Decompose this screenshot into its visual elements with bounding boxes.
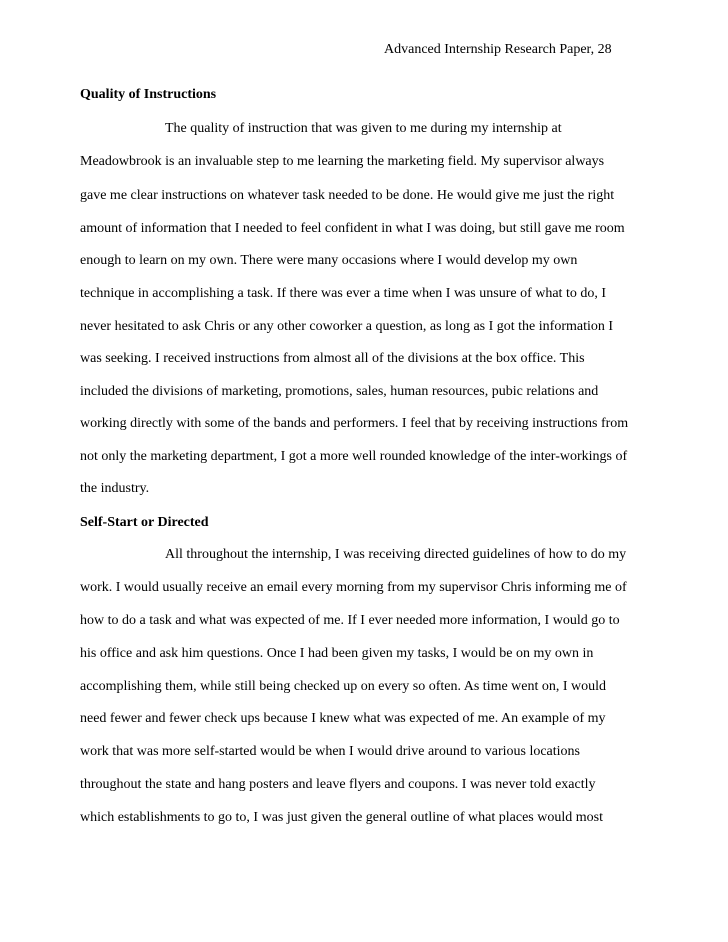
paragraph-line: how to do a task and what was expected of me. If I ever needed more information, I would go to — [80, 613, 620, 628]
paragraph-line: was seeking. I received instructions from almost all of the divisions at the box office. This — [80, 351, 585, 366]
paragraph-line: throughout the state and hang posters and leave flyers and coupons. I was never told exactly — [80, 777, 596, 792]
paragraph-line: Meadowbrook is an invaluable step to me learning the marketing field. My supervisor always — [80, 154, 605, 169]
paragraph-line: included the divisions of marketing, promotions, sales, human resources, pubic relations and — [80, 384, 599, 399]
paragraph-line: the industry. — [80, 481, 150, 496]
paragraph-line: The quality of instruction that was given to me during my internship at — [165, 121, 562, 136]
paragraph-line: enough to learn on my own. There were many occasions where I would develop my own — [80, 253, 578, 268]
section-heading-quality-of-instructions: Quality of Instructions — [80, 87, 217, 102]
paragraph-line: amount of information that I needed to feel confident in what I was doing, but still gave me room — [80, 221, 625, 236]
paragraph-line: not only the marketing department, I got a more well rounded knowledge of the inter-workings of — [80, 449, 628, 464]
paragraph-line: which establishments to go to, I was just given the general outline of what places would most — [80, 810, 603, 825]
paragraph-line: his office and ask him questions. Once I had been given my tasks, I would be on my own in — [80, 646, 594, 661]
paragraph-line: All throughout the internship, I was receiving directed guidelines of how to do my — [165, 547, 627, 562]
paragraph-line: never hesitated to ask Chris or any other coworker a question, as long as I got the information I — [80, 319, 614, 334]
section-heading-self-start-or-directed: Self-Start or Directed — [80, 515, 209, 530]
paragraph-line: technique in accomplishing a task. If there was ever a time when I was unsure of what to do, I — [80, 286, 606, 301]
paragraph-line: gave me clear instructions on whatever task needed to be done. He would give me just the right — [80, 188, 615, 203]
paragraph-line: accomplishing them, while still being checked up on every so often. As time went on, I would — [80, 679, 607, 694]
paragraph-line: need fewer and fewer check ups because I knew what was expected of me. An example of my — [80, 711, 606, 726]
paragraph-line: working directly with some of the bands and performers. I feel that by receiving instructions from — [80, 416, 629, 431]
paragraph-line: work that was more self-started would be when I would drive around to various locations — [80, 744, 580, 759]
paragraph-line: work. I would usually receive an email every morning from my supervisor Chris informing me of — [80, 580, 627, 595]
running-head: Advanced Internship Research Paper, 28 — [384, 42, 612, 57]
